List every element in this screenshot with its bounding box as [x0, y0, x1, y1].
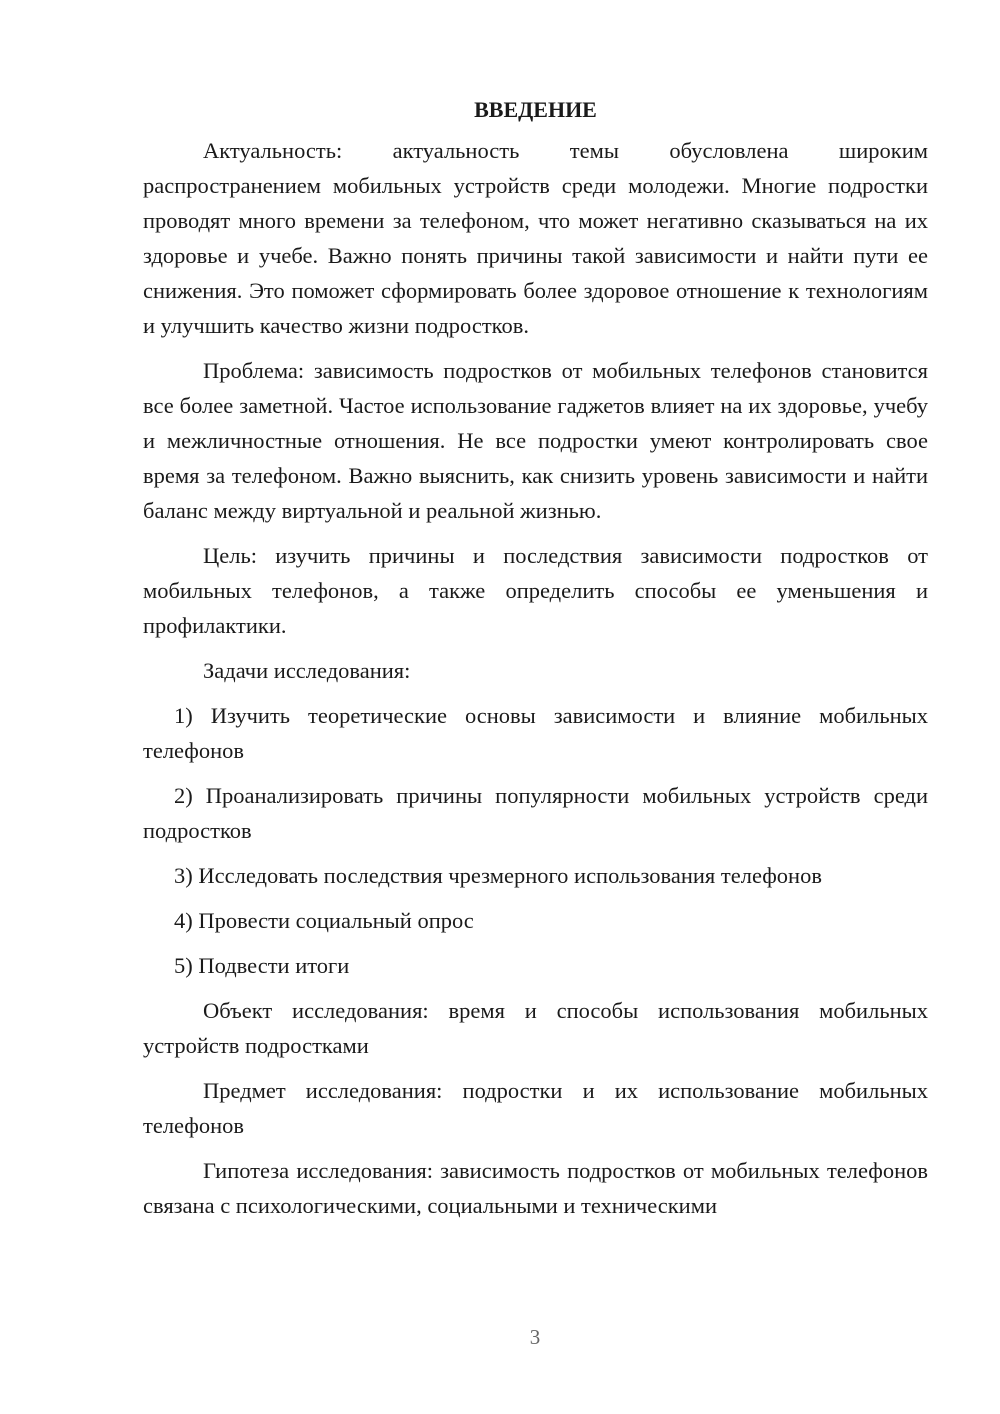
document-page — [143, 92, 928, 1223]
paragraph-object: Объект исследования: время и способы использования мобильных устройств подростками — [143, 998, 928, 1058]
paragraph-hypothesis: Гипотеза исследования: зависимость подростков от мобильных телефонов связана с психологическими, социальными и техническими — [143, 1158, 928, 1218]
task-item-4: 4) Провести социальный опрос — [174, 908, 474, 933]
task-item-5: 5) Подвести итоги — [174, 953, 350, 978]
paragraph-subject: Предмет исследования: подростки и их использование мобильных телефонов — [143, 1078, 928, 1138]
section-heading: ВВЕДЕНИЕ — [474, 97, 597, 122]
task-item-2: 2) Проанализировать причины популярности мобильных устройств среди подростков — [143, 783, 928, 843]
page-number: 3 — [529, 1325, 541, 1349]
paragraph-problem: Проблема: зависимость подростков от мобильных телефонов становится все более заметной. Частое использование гаджетов влияет на их здоровье, учебу и межличностные отношения. Не все подростки умеют контролировать свое время за телефоном. Важно выяснить, как снизить уровень зависимости и найти баланс между виртуальной и реальной жизнью. — [143, 358, 928, 523]
paragraph-relevance: Актуальность: актуальность темы обусловлена широким распространением мобильных устройств среди молодежи. Многие подростки проводят много времени за телефоном, что может негативно сказываться на их здоровье и учебе. Важно понять причины такой зависимости и найти пути ее снижения. Это поможет сформировать более здоровое отношение к технологиям и улучшить качество жизни подростков. — [143, 138, 928, 338]
task-item-3: 3) Исследовать последствия чрезмерного использования телефонов — [174, 863, 822, 888]
paragraph-goal: Цель: изучить причины и последствия зависимости подростков от мобильных телефонов, а также определить способы ее уменьшения и профилактики. — [143, 543, 928, 638]
task-item-1: 1) Изучить теоретические основы зависимости и влияние мобильных телефонов — [143, 703, 928, 763]
tasks-title: Задачи исследования: — [203, 658, 411, 683]
